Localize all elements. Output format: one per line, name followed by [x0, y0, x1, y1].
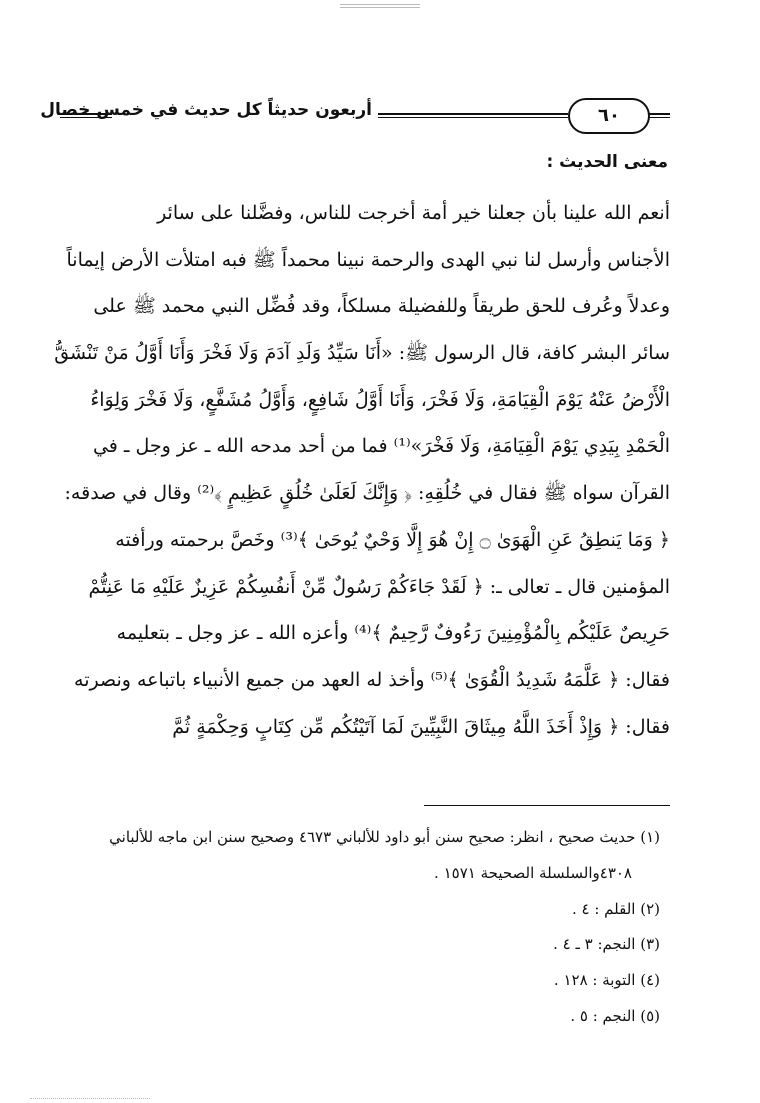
footnote-continuation: ٤٣٠٨والسلسلة الصحيحة ١٥٧١ .: [434, 863, 632, 882]
body-line: وعدلاً وعُرف للحق طريقاً وللفضيلة مسلكاً، وقد فُضِّل النبي محمد ﷺ على: [93, 295, 670, 318]
body-line: الْحَمْدِ بِيَدِي يَوْمَ الْقِيَامَةِ، وَلَا فَخْرَ»⁽¹⁾ فما من أحد مدحه الله ـ عز وجل ـ في: [92, 435, 670, 458]
body-line: الْأَرْضُ عَنْهُ يَوْمَ الْقِيَامَةِ، وَلَا فَخْرَ، وَأَنَا أَوَّلُ شَافِعٍ، وَأَوَّلُ مُشَفَّعٍ، وَلَا فَخْرَ وَلِوَاءُ: [90, 388, 670, 411]
footnote: (٣) النجم: ٣ ـ ٤ .: [553, 935, 660, 954]
body-text: [54, 190, 670, 750]
scan-mark-top: [340, 4, 420, 8]
page-header: [40, 96, 670, 136]
body-line: القرآن سواه ﷺ فقال في خُلُقِهِ: ﴿ وَإِنَّكَ لَعَلَىٰ خُلُقٍ عَظِيمٍ ﴾⁽²⁾ وقال في صدقه:: [64, 482, 670, 505]
body-line: الأجناس وأرسل لنا نبي الهدى والرحمة نبينا محمداً ﷺ فبه امتلأت الأرض إيماناً: [66, 248, 670, 271]
body-line: حَرِيصٌ عَلَيْكُم بِالْمُؤْمِنِينَ رَءُوفٌ رَّحِيمٌ ﴾⁽⁴⁾ وأعزه الله ـ عز وجل ـ بتعليمه: [116, 622, 670, 645]
header-rule-middle: [378, 113, 568, 118]
body-line: سائر البشر كافة، قال الرسول ﷺ: «أَنَا سَيِّدُ وَلَدِ آدَمَ وَلَا فَخْرَ وَأَنَا أَوَّلُ مَنْ تَنْشَقُّ: [54, 342, 670, 365]
footnote-separator: [424, 805, 670, 806]
footnote: (٢) القلم : ٤ .: [571, 899, 660, 918]
footnotes: [60, 820, 660, 1035]
running-title: أربعون حديثاً كل حديث في خمس خصال: [40, 100, 372, 120]
header-rule-right: [648, 113, 670, 118]
body-line: فقال: ﴿ عَلَّمَهُ شَدِيدُ الْقُوَىٰ ﴾⁽⁵⁾ وأخذ له العهد من جميع الأنبياء باتباعه ونصرته: [74, 668, 670, 691]
footnote: (١) حديث صحيح ، انظر: صحيح سنن أبو داود للألباني ٤٦٧٣ وصحيح سنن ابن ماجه للألباني: [109, 828, 660, 846]
body-line: ﴿ وَمَا يَنطِقُ عَنِ الْهَوَىٰ ۝ إِنْ هُوَ إِلَّا وَحْيٌ يُوحَىٰ ﴾⁽³⁾ وخَصَّ برحمته ورأفته: [115, 528, 670, 551]
body-line: فقال: ﴿ وَإِذْ أَخَذَ اللَّهُ مِيثَاقَ النَّبِيِّينَ لَمَا آتَيْتُكُم مِّن كِتَابٍ وَحِكْمَةٍ ثُمَّ: [172, 715, 670, 738]
scan-mark-bottom: [30, 1098, 150, 1099]
page-number: ٦٠: [568, 98, 650, 134]
footnote: (٤) التوبة : ١٢٨ .: [553, 971, 660, 990]
body-line: المؤمنين قال ـ تعالى ـ: ﴿ لَقَدْ جَاءَكُمْ رَسُولٌ مِّنْ أَنفُسِكُمْ عَزِيزٌ عَلَيْهِ مَا عَنِتُّمْ: [88, 575, 670, 598]
section-heading: معنى الحديث :: [546, 152, 668, 172]
footnote: (٥) النجم : ٥ .: [570, 1006, 660, 1025]
body-line: أنعم الله علينا بأن جعلنا خير أمة أخرجت للناس، وفضَّلنا على سائر: [157, 202, 670, 224]
